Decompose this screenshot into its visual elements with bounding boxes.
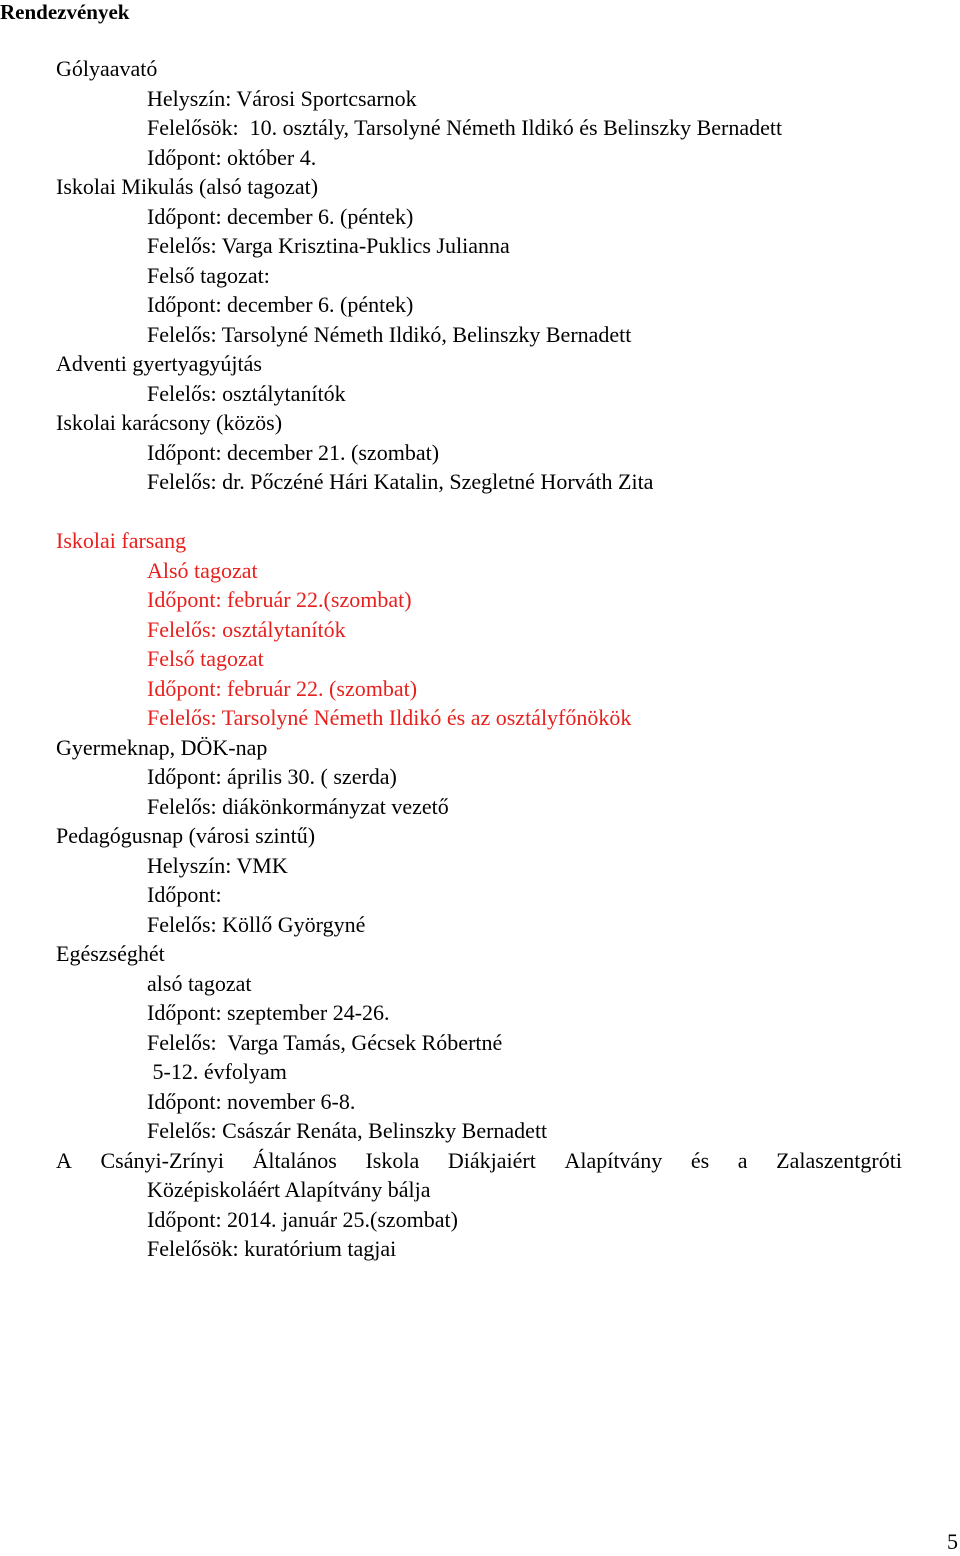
event-detail: Felelős: diákönkormányzat vezető xyxy=(147,793,449,819)
event-detail: alsó tagozat xyxy=(147,970,252,996)
event-detail: Felelős: osztálytanítók xyxy=(147,380,346,406)
event-detail: Időpont: október 4. xyxy=(147,144,317,170)
event-detail: Felelős: Köllő Györgyné xyxy=(147,911,366,937)
event-detail: Időpont: december 6. (péntek) xyxy=(147,292,414,317)
event-detail: Helyszín: Városi Sportcsarnok xyxy=(147,85,417,111)
event-detail-highlighted: Felelős: Tarsolyné Németh Ildikó és az osztályfőnökök xyxy=(147,705,632,730)
event-detail: Felelősök: kuratórium tagjai xyxy=(147,1236,397,1261)
event-title: Iskolai karácsony (közös) xyxy=(56,410,283,435)
event-detail: Időpont: november 6-8. xyxy=(147,1088,356,1114)
event-detail: Időpont: 2014. január 25.(szombat) xyxy=(147,1206,458,1232)
event-detail: Időpont: április 30. ( szerda) xyxy=(147,764,397,789)
page-number: 5 xyxy=(947,1529,958,1554)
spacer xyxy=(0,497,960,527)
word: és xyxy=(690,1147,710,1173)
event-detail: Felső tagozat: xyxy=(147,262,270,288)
word: A xyxy=(56,1147,72,1173)
event-detail: Felelősök: 10. osztály, Tarsolyné Németh Ildikó és Belinszky Bernadett xyxy=(147,115,783,140)
event-detail: Helyszín: VMK xyxy=(147,852,288,878)
event-title-justified xyxy=(0,1146,902,1176)
event-detail: Felelős: Varga Tamás, Gécsek Róbertné xyxy=(147,1029,503,1055)
event-detail: 5-12. évfolyam xyxy=(147,1059,287,1084)
event-detail: Felelős: dr. Pőczéné Hári Katalin, Szegletné Horváth Zita xyxy=(147,469,654,494)
event-title: Pedagógusnap (városi szintű) xyxy=(56,823,316,848)
event-detail-highlighted: Felelős: osztálytanítók xyxy=(147,616,346,642)
event-detail: Időpont: december 6. (péntek) xyxy=(147,203,414,229)
event-detail-highlighted: Felső tagozat xyxy=(147,646,264,671)
word: a xyxy=(737,1147,748,1173)
event-title: Iskolai Mikulás (alsó tagozat) xyxy=(56,174,319,199)
event-title: Adventi gyertyagyújtás xyxy=(56,351,262,376)
word: Általános xyxy=(252,1147,337,1173)
event-title: Egészséghét xyxy=(56,941,165,966)
event-detail-highlighted: Alsó tagozat xyxy=(147,557,258,583)
event-list xyxy=(0,54,960,1264)
event-detail: Időpont: december 21. (szombat) xyxy=(147,439,440,465)
event-detail: Időpont: szeptember 24-26. xyxy=(147,1000,390,1025)
word: Alapítvány xyxy=(564,1147,663,1173)
event-title-continued: Középiskoláért Alapítvány bálja xyxy=(147,1177,431,1202)
event-detail-highlighted: Időpont: február 22.(szombat) xyxy=(147,587,412,612)
event-detail: Időpont: xyxy=(147,882,222,907)
event-detail: Felelős: Császár Renáta, Belinszky Bernadett xyxy=(147,1118,548,1143)
word: Zalaszentgróti xyxy=(776,1147,902,1173)
event-title-highlighted: Iskolai farsang xyxy=(56,528,187,553)
event-detail-highlighted: Időpont: február 22. (szombat) xyxy=(147,675,418,701)
event-title: Gólyaavató xyxy=(56,56,158,81)
event-detail: Felelős: Tarsolyné Németh Ildikó, Belinszky Bernadett xyxy=(147,321,632,347)
word: Diákjaiért xyxy=(447,1147,536,1173)
event-detail: Felelős: Varga Krisztina-Puklics Julianna xyxy=(147,233,510,258)
word: Iskola xyxy=(365,1147,420,1173)
page-title: Rendezvények xyxy=(0,0,130,24)
event-title: Gyermeknap, DÖK-nap xyxy=(56,734,268,760)
word: Csányi-Zrínyi xyxy=(100,1147,224,1173)
